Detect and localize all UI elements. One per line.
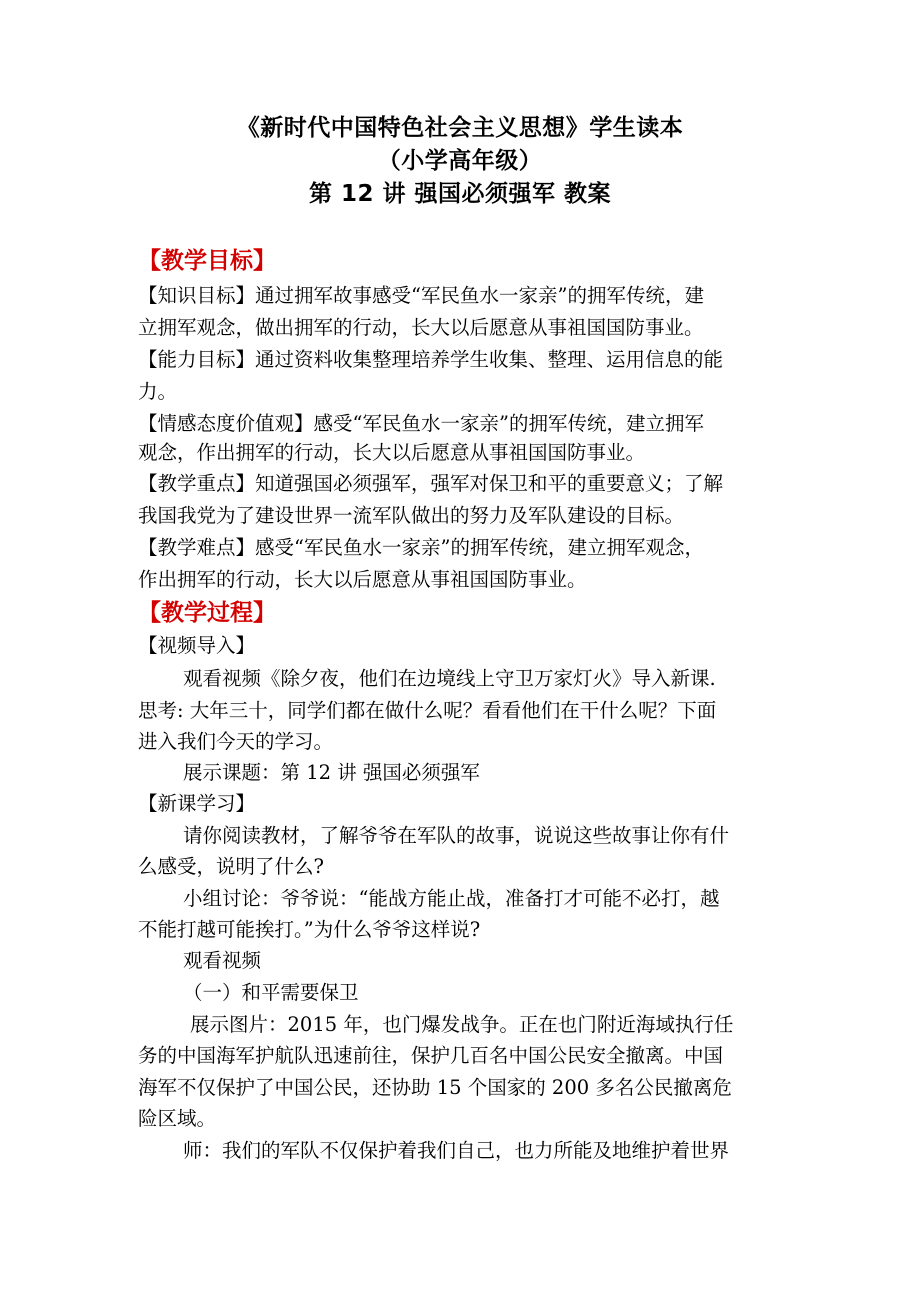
doc-title-line1: 《新时代中国特色社会主义思想》学生读本 <box>236 115 684 141</box>
new-lesson-label: 【新课学习】 <box>138 792 256 815</box>
objective-line: 我国我党为了建设世界一流军队做出的努力及军队建设的目标。 <box>138 504 685 527</box>
paragraph-line: 思考: 大年三十，同学们都在做什么呢？看看他们在干什么呢？下面 <box>138 699 717 722</box>
doc-title-line2: （小学高年级） <box>377 148 543 174</box>
objective-line: 【知识目标】通过拥军故事感受“军民鱼水一家亲”的拥军传统，建 <box>138 284 704 307</box>
section-heading-process: 【教学过程】 <box>138 600 276 626</box>
subsection-heading: （一）和平需要保卫 <box>183 981 359 1004</box>
paragraph-line: 观看视频《除夕夜，他们在边境线上守卫万家灯火》导入新课. <box>183 667 716 690</box>
objective-line: 立拥军观念，做出拥军的行动，长大以后愿意从事祖国国防事业。 <box>138 316 704 339</box>
objective-line: 【教学重点】知道强国必须强军，强军对保卫和平的重要意义；了解 <box>138 472 724 495</box>
paragraph-line: 小组讨论：爷爷说：“能战方能止战，准备打才可能不必打，越 <box>183 887 720 910</box>
objective-line: 作出拥军的行动，长大以后愿意从事祖国国防事业。 <box>138 568 587 591</box>
paragraph-line: 展示课题：第 12 讲 强国必须强军 <box>183 761 480 784</box>
objective-line: 观念，作出拥军的行动，长大以后愿意从事祖国国防事业。 <box>138 441 646 464</box>
paragraph-line: 请你阅读教材，了解爷爷在军队的故事，说说这些故事让你有什 <box>183 824 730 847</box>
paragraph-line: 么感受，说明了什么? <box>138 855 324 878</box>
paragraph-line: 观看视频 <box>183 949 262 972</box>
doc-title-line3: 第 12 讲 强国必须强军 教案 <box>308 181 612 207</box>
section-heading-objectives: 【教学目标】 <box>138 248 276 274</box>
objective-line: 力。 <box>138 380 178 403</box>
paragraph-line: 海军不仅保护了中国公民，还协助 15 个国家的 200 多名公民撤离危 <box>138 1076 732 1099</box>
objective-line: 【情感态度价值观】感受“军民鱼水一家亲”的拥军传统，建立拥军 <box>138 412 704 435</box>
paragraph-line: 展示图片：2015 年，也门爆发战争。正在也门附近海域执行任 <box>190 1013 734 1036</box>
paragraph-line: 师：我们的军队不仅保护着我们自己，也力所能及地维护着世界 <box>183 1139 730 1162</box>
paragraph-line: 不能打越可能挨打。”为什么爷爷这样说? <box>138 918 481 941</box>
paragraph-line: 进入我们今天的学习。 <box>138 730 334 753</box>
paragraph-line: 务的中国海军护航队迅速前往，保护几百名中国公民安全撤离。中国 <box>138 1044 724 1067</box>
video-intro-label: 【视频导入】 <box>138 634 256 657</box>
objective-line: 【教学难点】感受“军民鱼水一家亲”的拥军传统，建立拥军观念， <box>138 536 704 559</box>
objective-line: 【能力目标】通过资料收集整理培养学生收集、整理、运用信息的能 <box>138 348 724 371</box>
paragraph-line: 险区域。 <box>138 1107 217 1130</box>
